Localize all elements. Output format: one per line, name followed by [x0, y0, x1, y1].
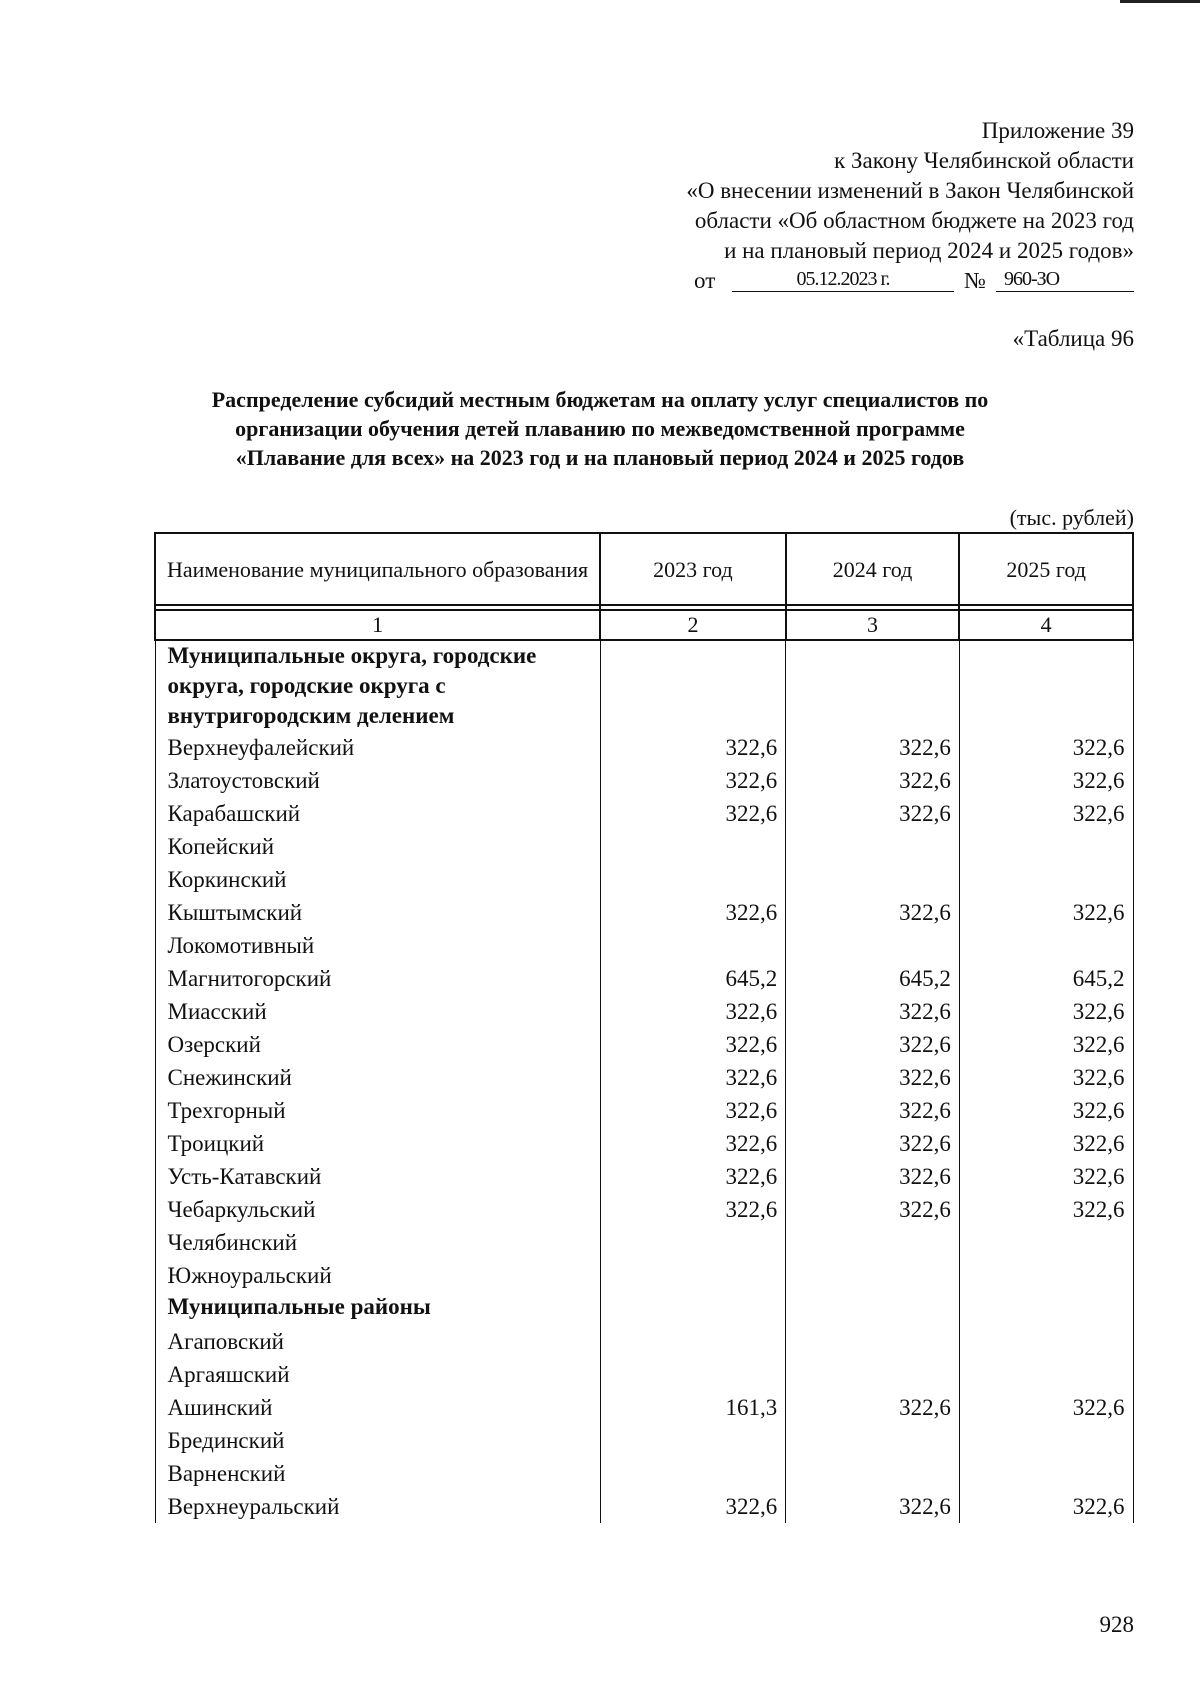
table-row: [155, 1490, 1133, 1523]
value-2025: 322,6: [959, 896, 1133, 929]
value-2025: 322,6: [959, 764, 1133, 797]
value-2024: 322,6: [786, 1127, 960, 1160]
table-row: [155, 995, 1133, 1028]
municipality-name: Чебаркульский: [155, 1193, 600, 1226]
value-2025: 322,6: [959, 1094, 1133, 1127]
table-reference: «Таблица 96: [1012, 326, 1134, 351]
table-row: [155, 764, 1133, 797]
column-header-2025: 2025 год: [959, 533, 1133, 605]
table-row: [155, 797, 1133, 830]
value-2025: 322,6: [959, 1028, 1133, 1061]
table-row: [155, 863, 1133, 896]
municipality-name: Муниципальные округа, городские округа, городские округа с внутригородским делением: [155, 640, 600, 731]
value-2023: 322,6: [600, 797, 786, 830]
number-label: №: [964, 268, 986, 293]
value-2025: 322,6: [959, 995, 1133, 1028]
municipality-name: Аргаяшский: [155, 1358, 600, 1391]
value-2025: [959, 1292, 1133, 1325]
value-2025: 322,6: [959, 1391, 1133, 1424]
value-2023: 645,2: [600, 962, 786, 995]
value-2025: [959, 929, 1133, 962]
municipality-name: Варненский: [155, 1457, 600, 1490]
appendix-line: и на плановый период 2024 и 2025 годов»: [724, 238, 1134, 263]
column-header-2024: 2024 год: [786, 533, 960, 605]
value-2024: [786, 1457, 960, 1490]
municipality-name: Златоустовский: [155, 764, 600, 797]
value-2025: [959, 1358, 1133, 1391]
value-2024: 322,6: [786, 1391, 960, 1424]
value-2023: 322,6: [600, 1028, 786, 1061]
value-2023: 322,6: [600, 1193, 786, 1226]
municipality-name: Муниципальные районы: [155, 1292, 600, 1325]
municipality-name: Озерский: [155, 1028, 600, 1061]
value-2025: [959, 1226, 1133, 1259]
value-2025: 322,6: [959, 1127, 1133, 1160]
value-2024: [786, 1259, 960, 1292]
value-2025: 322,6: [959, 731, 1133, 764]
municipality-name: Копейский: [155, 830, 600, 863]
title-line: организации обучения детей плаванию по межведомственной программе: [235, 416, 965, 441]
law-date-number: [694, 268, 1134, 298]
value-2025: [959, 640, 1133, 731]
municipality-name: Локомотивный: [155, 929, 600, 962]
value-2023: 322,6: [600, 764, 786, 797]
section-row: [155, 640, 1133, 731]
law-date: 05.12.2023 г.: [732, 268, 954, 292]
value-2025: [959, 1424, 1133, 1457]
column-number-row: [155, 610, 1133, 640]
table-row: [155, 896, 1133, 929]
value-2024: 645,2: [786, 962, 960, 995]
value-2025: [959, 1457, 1133, 1490]
table-row: [155, 1325, 1133, 1358]
appendix-line: области «Об областном бюджете на 2023 год: [694, 208, 1134, 233]
municipality-name: Кыштымский: [155, 896, 600, 929]
value-2024: [786, 929, 960, 962]
value-2023: [600, 1226, 786, 1259]
value-2024: 322,6: [786, 1160, 960, 1193]
value-2024: [786, 1424, 960, 1457]
value-2023: [600, 1292, 786, 1325]
table-header-row: [155, 533, 1133, 605]
value-2024: 322,6: [786, 797, 960, 830]
value-2024: 322,6: [786, 1193, 960, 1226]
value-2023: 161,3: [600, 1391, 786, 1424]
value-2024: 322,6: [786, 1094, 960, 1127]
municipality-name: Агаповский: [155, 1325, 600, 1358]
table-row: [155, 830, 1133, 863]
unit-label: (тыс. рублей): [1009, 505, 1134, 530]
title-line: Распределение субсидий местным бюджетам на оплату услуг специалистов по: [211, 387, 989, 412]
municipality-name: Брединский: [155, 1424, 600, 1457]
table-row: [155, 731, 1133, 764]
value-2025: 322,6: [959, 1193, 1133, 1226]
law-number: 960-ЗО: [996, 268, 1134, 292]
value-2024: [786, 640, 960, 731]
value-2023: [600, 863, 786, 896]
value-2023: 322,6: [600, 1127, 786, 1160]
municipality-name: Южноуральский: [155, 1259, 600, 1292]
value-2023: [600, 830, 786, 863]
value-2023: 322,6: [600, 1061, 786, 1094]
table-row: [155, 1160, 1133, 1193]
value-2025: [959, 1259, 1133, 1292]
value-2025: 322,6: [959, 1490, 1133, 1523]
column-number: 2: [600, 610, 786, 640]
value-2025: 322,6: [959, 1061, 1133, 1094]
value-2024: 322,6: [786, 896, 960, 929]
table-body: [155, 640, 1133, 1523]
section-row: [155, 1292, 1133, 1325]
municipality-name: Коркинский: [155, 863, 600, 896]
municipality-name: Ашинский: [155, 1391, 600, 1424]
value-2023: [600, 929, 786, 962]
value-2025: [959, 1325, 1133, 1358]
value-2025: 322,6: [959, 1160, 1133, 1193]
value-2025: [959, 830, 1133, 863]
value-2023: 322,6: [600, 731, 786, 764]
value-2024: [786, 1358, 960, 1391]
table-row: [155, 1259, 1133, 1292]
value-2024: [786, 1292, 960, 1325]
municipality-name: Трехгорный: [155, 1094, 600, 1127]
municipality-name: Усть-Катавский: [155, 1160, 600, 1193]
municipality-name: Миасский: [155, 995, 600, 1028]
table-row: [155, 1193, 1133, 1226]
municipality-name: Челябинский: [155, 1226, 600, 1259]
value-2023: [600, 640, 786, 731]
appendix-line: к Закону Челябинской области: [834, 148, 1134, 173]
page-number: 928: [1099, 1612, 1134, 1637]
from-label: от: [694, 268, 716, 293]
column-header-2023: 2023 год: [600, 533, 786, 605]
municipality-name: Троицкий: [155, 1127, 600, 1160]
value-2023: [600, 1259, 786, 1292]
table-row: [155, 1061, 1133, 1094]
appendix-line: Приложение 39: [981, 118, 1134, 143]
municipality-name: Верхнеуфалейский: [155, 731, 600, 764]
value-2023: 322,6: [600, 995, 786, 1028]
value-2023: 322,6: [600, 896, 786, 929]
value-2024: 322,6: [786, 1490, 960, 1523]
municipality-name: Магнитогорский: [155, 962, 600, 995]
table-row: [155, 1391, 1133, 1424]
value-2025: 645,2: [959, 962, 1133, 995]
corner-mark: [1120, 0, 1200, 3]
table-row: [155, 1226, 1133, 1259]
value-2023: 322,6: [600, 1490, 786, 1523]
value-2024: 322,6: [786, 1061, 960, 1094]
value-2023: 322,6: [600, 1094, 786, 1127]
subsidy-table: [154, 532, 1134, 1523]
table-row: [155, 1358, 1133, 1391]
value-2024: [786, 1226, 960, 1259]
value-2025: 322,6: [959, 797, 1133, 830]
value-2024: 322,6: [786, 995, 960, 1028]
column-number: 1: [155, 610, 600, 640]
table-row: [155, 929, 1133, 962]
table-row: [155, 1457, 1133, 1490]
value-2023: [600, 1325, 786, 1358]
municipality-name: Снежинский: [155, 1061, 600, 1094]
value-2024: [786, 830, 960, 863]
value-2025: [959, 863, 1133, 896]
value-2024: 322,6: [786, 1028, 960, 1061]
table-row: [155, 1028, 1133, 1061]
value-2023: [600, 1358, 786, 1391]
table-row: [155, 1094, 1133, 1127]
column-number: 4: [959, 610, 1133, 640]
appendix-line: «О внесении изменений в Закон Челябинской: [686, 178, 1134, 203]
value-2024: [786, 1325, 960, 1358]
value-2024: 322,6: [786, 731, 960, 764]
table-row: [155, 962, 1133, 995]
value-2023: 322,6: [600, 1160, 786, 1193]
column-number: 3: [786, 610, 960, 640]
table-row: [155, 1424, 1133, 1457]
value-2024: [786, 863, 960, 896]
value-2023: [600, 1457, 786, 1490]
title-line: «Плавание для всех» на 2023 год и на плановый период 2024 и 2025 годов: [235, 445, 965, 470]
column-header-municipality: Наименование муниципального образования: [155, 533, 600, 605]
municipality-name: Верхнеуральский: [155, 1490, 600, 1523]
value-2023: [600, 1424, 786, 1457]
appendix-header: [574, 116, 1134, 266]
table-row: [155, 1127, 1133, 1160]
document-title: [120, 385, 1080, 472]
municipality-name: Карабашский: [155, 797, 600, 830]
value-2024: 322,6: [786, 764, 960, 797]
